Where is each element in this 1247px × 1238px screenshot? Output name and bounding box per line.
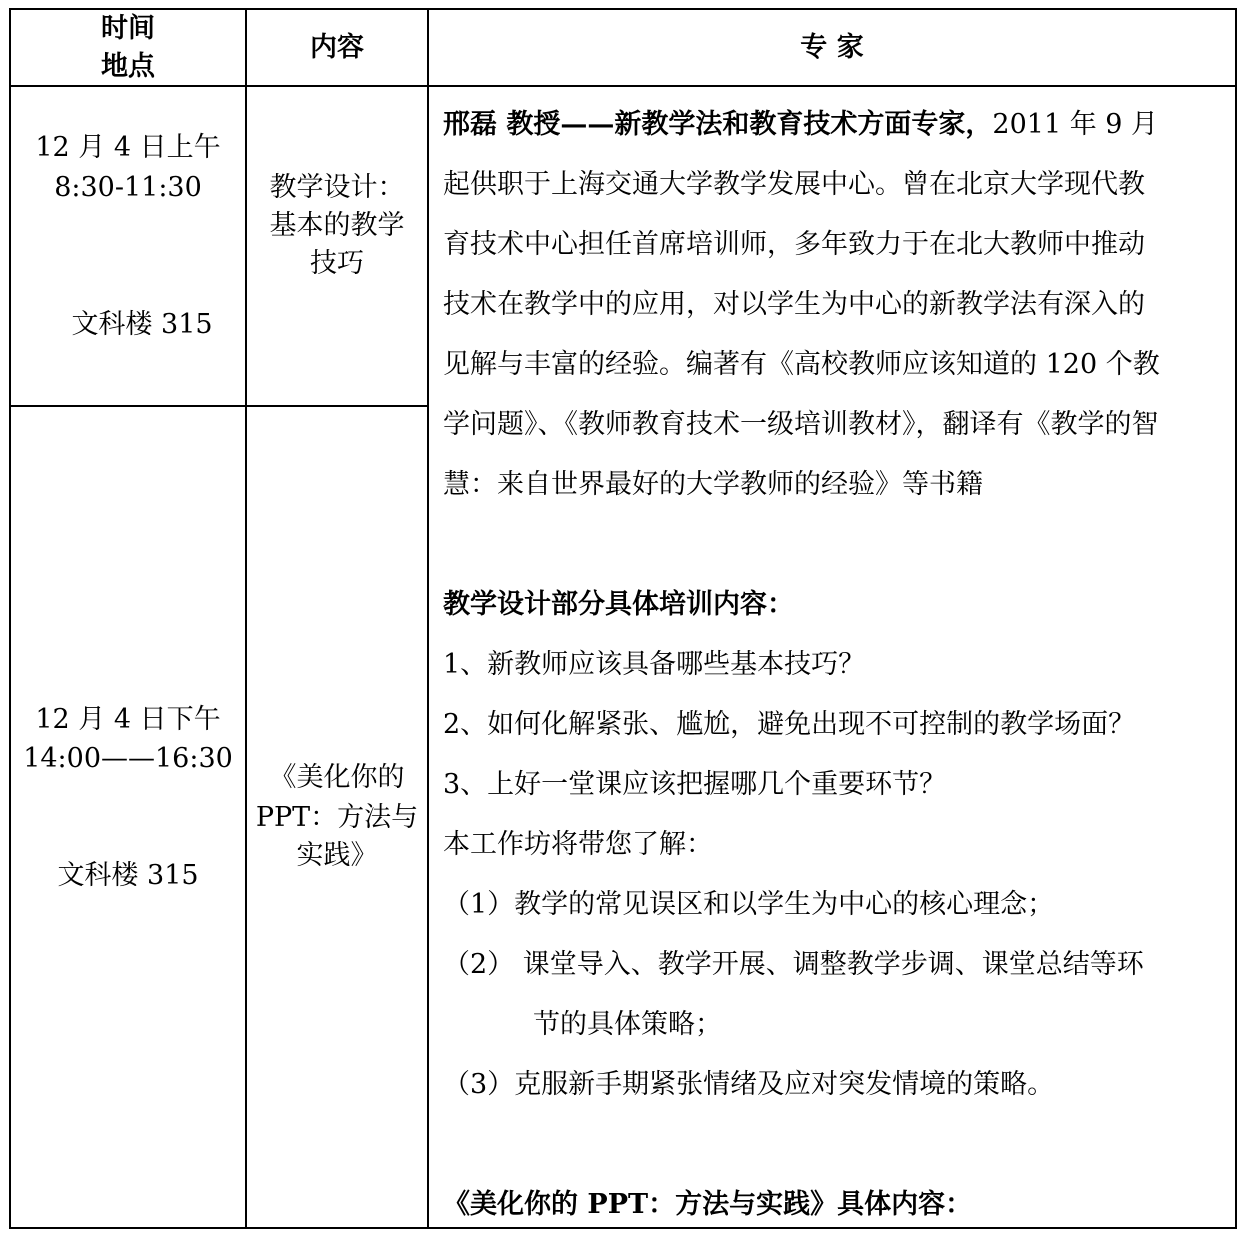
row1-place: 文科楼 315 [71, 309, 213, 340]
workshop-intro: 本工作坊将带您了解： [443, 829, 713, 860]
ppt-heading: 《美化你的 PPT：方法与实践》具体内容： [443, 1189, 973, 1220]
header-content-label: 内容 [310, 31, 364, 63]
expert-bio-line2: 起供职于上海交通大学教学发展中心。曾在北京大学现代教 [443, 169, 1145, 200]
question-3: 3、上好一堂课应该把握哪几个重要环节？ [443, 769, 947, 800]
header-time-label: 时间 [101, 12, 155, 44]
row1-content-line3: 技巧 [310, 248, 364, 279]
row1-time: 8:30-11:30 [54, 172, 202, 203]
row2-time: 14:00——16:30 [23, 743, 233, 774]
row2-content-line3: 实践》 [296, 840, 378, 871]
question-1: 1、新教师应该具备哪些基本技巧？ [443, 649, 866, 680]
table-right-border [1235, 8, 1237, 1229]
question-2: 2、如何化解紧张、尴尬，避免出现不可控制的教学场面？ [443, 709, 1136, 740]
expert-bio-line6: 学问题》、《教师教育技术一级培训教材》，翻译有《教学的智 [443, 409, 1159, 440]
workshop-item-2-cont: 节的具体策略； [533, 1009, 722, 1040]
design-heading: 教学设计部分具体培训内容： [443, 589, 794, 620]
expert-bio-line5: 见解与丰富的经验。编著有《高校教师应该知道的 120 个教 [443, 349, 1160, 380]
expert-bio-line7: 慧：来自世界最好的大学教师的经验》等书籍 [443, 469, 983, 500]
workshop-item-2: （2） 课堂导入、教学开展、调整教学步调、课堂总结等环 [443, 949, 1144, 980]
header-content [247, 10, 427, 85]
header-expert [429, 10, 1235, 85]
header-place-label: 地点 [101, 50, 155, 82]
workshop-item-3: （3）克服新手期紧张情绪及应对突发情境的策略。 [443, 1069, 1055, 1100]
col-divider-2 [427, 8, 429, 1229]
expert-bio-line3: 育技术中心担任首席培训师，多年致力于在北大教师中推动 [443, 229, 1145, 260]
row1-content-line2: 基本的教学 [269, 210, 405, 241]
row1-content-line1: 教学设计： [269, 172, 405, 203]
row2-content-line2: PPT：方法与 [255, 802, 419, 833]
header-time-place [11, 10, 245, 85]
header-bottom-border [9, 85, 1237, 87]
row2-date: 12 月 4 日下午 [35, 704, 221, 735]
header-expert-label: 专 家 [800, 31, 864, 63]
row1-bottom-border [9, 405, 429, 407]
row2-content-line1: 《美化你的 [269, 762, 405, 793]
expert-bio-line1 [443, 95, 1158, 155]
row2-place: 文科楼 315 [57, 860, 199, 891]
expert-bio-start: 2011 年 9 月 [992, 109, 1159, 140]
expert-bio-line4: 技术在教学中的应用，对以学生为中心的新教学法有深入的 [443, 289, 1145, 320]
row1-date: 12 月 4 日上午 [35, 132, 221, 163]
workshop-item-1: （1）教学的常见误区和以学生为中心的核心理念； [443, 889, 1055, 920]
expert-name: 邢磊 教授——新教学法和教育技术方面专家， [443, 109, 993, 140]
